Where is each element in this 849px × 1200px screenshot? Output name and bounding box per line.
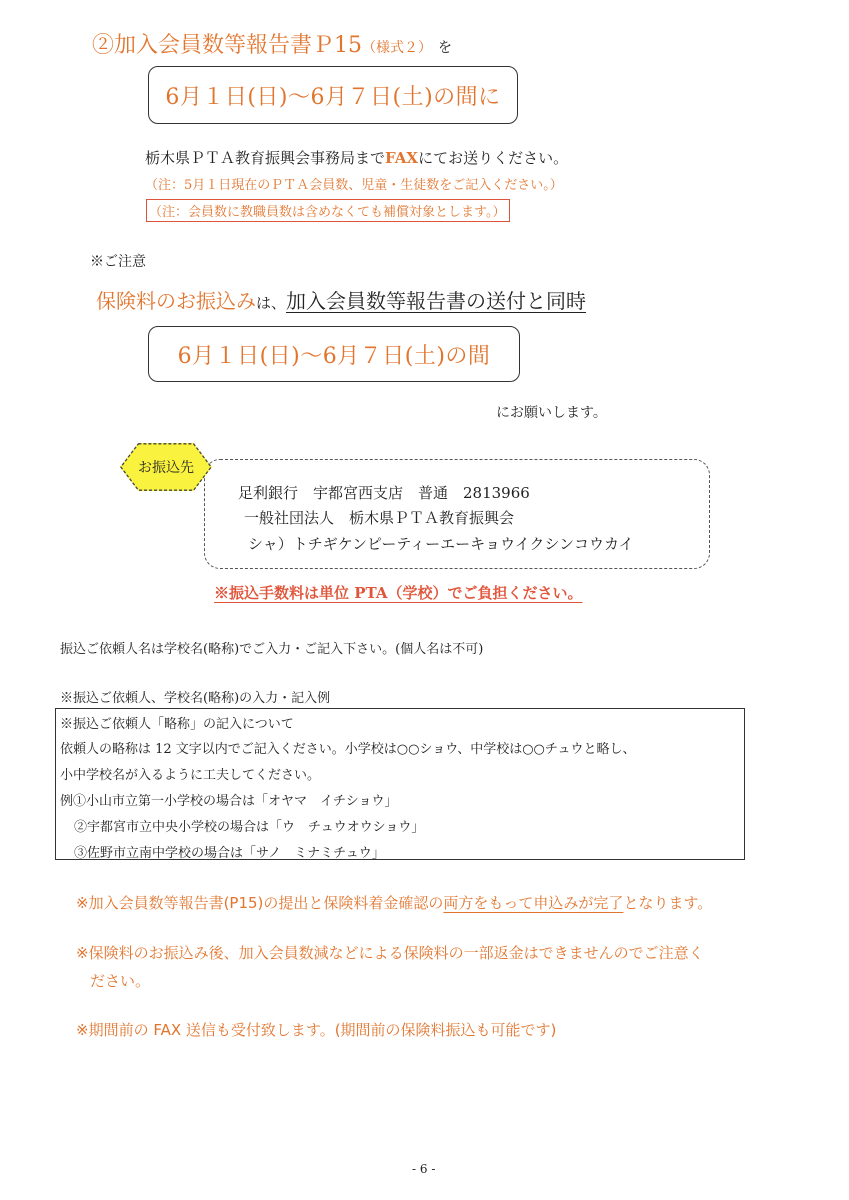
account-holder: 一般社団法人 栃木県ＰＴＡ教育振興会: [244, 509, 515, 527]
refund-note-line-1: ※保険料のお振込み後、加入会員数減などによる保険料の一部返金はできませんのでご注意く: [76, 944, 704, 962]
fax-instruction-after: にてお送りください。: [418, 149, 569, 167]
rule-example: 例①小山市立第一小学校の場合は「オヤマ イチショウ」: [60, 794, 398, 809]
fax-instruction: [145, 147, 568, 168]
premium-payment-line: [96, 285, 586, 314]
refund-note-line-2: ださい。: [90, 972, 151, 990]
transfer-destination-label: お振込先: [138, 460, 194, 476]
transfer-fee-note: ※振込手数料は単位 PTA（学校）でご負担ください。: [214, 584, 583, 602]
bank-account: 足利銀行 宇都宮西支店 普通 2813966: [238, 484, 530, 502]
payment-period-box: 6月１日(日)～6月７日(土)の間: [148, 326, 520, 382]
page-number: - 6 -: [412, 1162, 436, 1176]
completion-condition: 両方をもって申込みが完了: [443, 894, 624, 912]
requester-name-note: 振込ご依頼人名は学校名(略称)でご入力・ご記入下さい。(個人名は不可): [60, 642, 484, 657]
account-holder-kana: シャ）トチギケンピーティーエーキョウイクシンコウカイ: [248, 535, 634, 553]
request-text: にお願いします。: [496, 405, 607, 421]
premium-payment-particle: は、: [256, 294, 287, 312]
rule-example: ③佐野市立南中学校の場合は「サノ ミナミチュウ」: [74, 846, 385, 861]
rule-line: 依頼人の略称は 12 文字以内でご記入ください。小学校は○○ショウ、中学校は○○チュウと略し、: [60, 742, 636, 757]
completion-note-before: ※加入会員数等報告書(P15)の提出と保険料着金確認の: [76, 894, 444, 912]
completion-note-after: となります。: [623, 894, 713, 912]
completion-note: [76, 892, 712, 913]
rule-example: ②宇都宮市立中央小学校の場合は「ウ チュウオウショウ」: [74, 820, 425, 835]
early-fax-note: ※期間前の FAX 送信も受付致します。(期間前の保険料振込も可能です): [76, 1021, 557, 1039]
report-title: ②加入会員数等報告書Ｐ15: [92, 33, 362, 58]
rule-line: ※振込ご依頼人「略称」の記入について: [60, 717, 294, 732]
fax-instruction-before: 栃木県ＰＴＡ教育振興会事務局まで: [145, 149, 386, 167]
example-title: ※振込ご依頼人、学校名(略称)の入力・記入例: [60, 691, 331, 706]
member-count-note: （注：5月１日現在のＰＴＡ会員数、児童・生徒数をご記入ください。）: [145, 178, 563, 193]
staff-exclusion-note: （注：会員数に教職員数は含めなくても補償対象とします。）: [146, 199, 510, 222]
caution-label: ※ご注意: [90, 254, 146, 270]
fax-keyword: FAX: [385, 149, 419, 167]
rule-line: 小中学校名が入るように工夫してください。: [60, 768, 321, 783]
submission-period-box: 6月１日(日)～6月７日(土)の間に: [148, 66, 518, 124]
report-heading: [92, 28, 452, 59]
heading-particle: を: [438, 40, 452, 56]
premium-payment-timing: 加入会員数等報告書の送付と同時: [286, 289, 587, 313]
form-number: （様式２）: [362, 40, 432, 56]
premium-payment-lead: 保険料のお振込み: [96, 289, 256, 313]
